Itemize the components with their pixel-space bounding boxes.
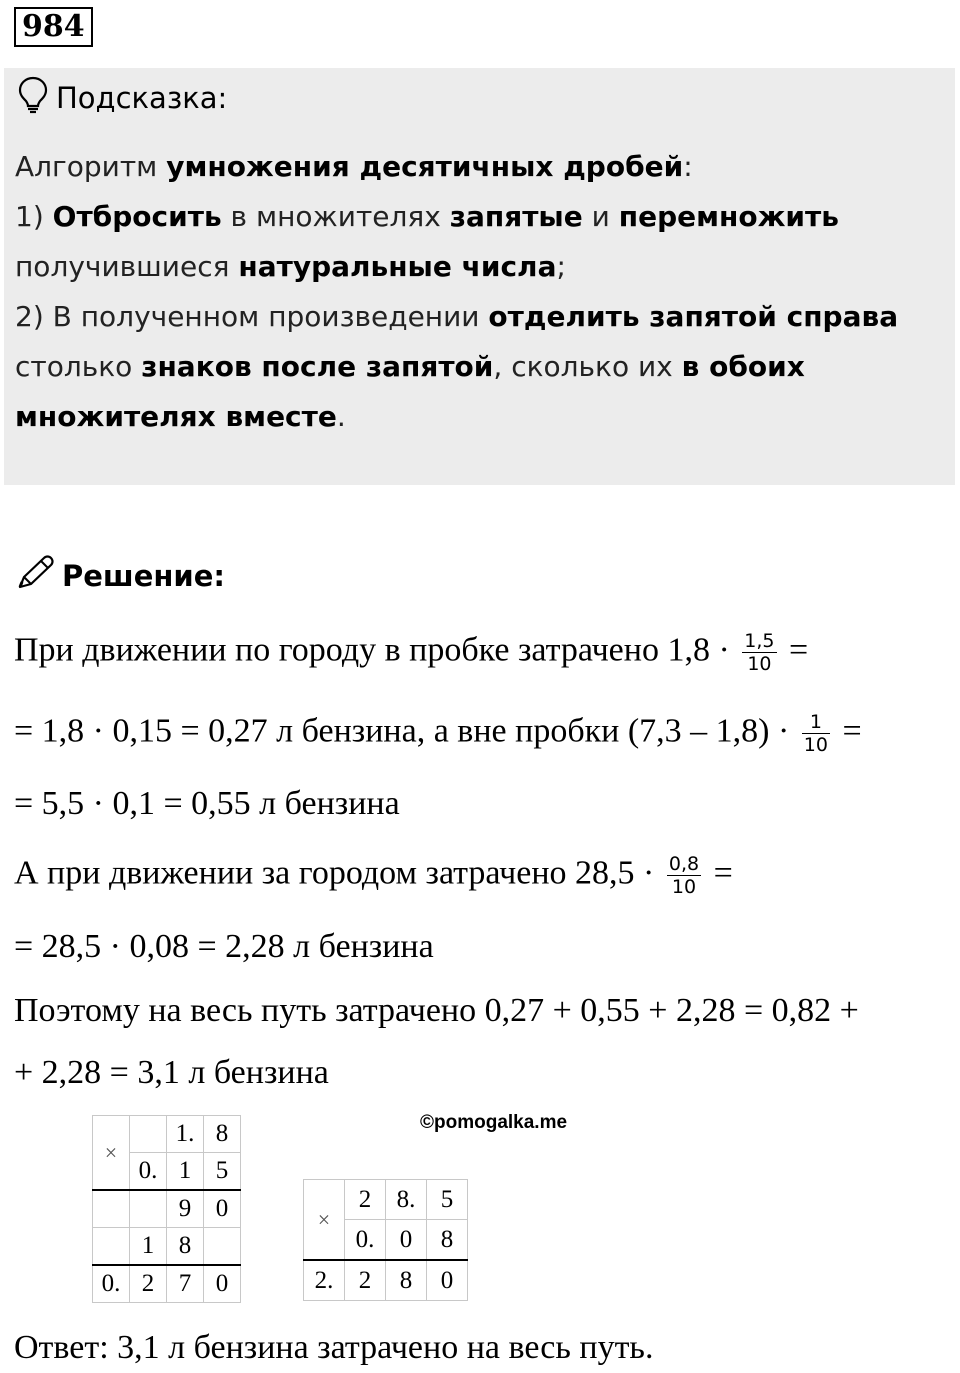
answer: Ответ: 3,1 л бензина затрачено на весь путь. xyxy=(14,1329,654,1366)
solution-line-5: = 28,5 · 0,08 = 2,28 л бензина xyxy=(14,928,434,965)
solution-line-4: А при движении за городом затрачено 28,5 · $\frac{0,8}{10}$ = xyxy=(14,853,733,898)
table-cell: 2. xyxy=(304,1260,345,1301)
solution-header xyxy=(16,552,225,600)
hint-box xyxy=(4,68,955,485)
table-cell: 0. xyxy=(130,1153,167,1191)
table-row xyxy=(93,1190,241,1228)
fraction: $\frac{0,8}{10}$ xyxy=(668,853,700,898)
table-cell: 1. xyxy=(167,1116,204,1153)
hint-line: 1) Отбросить в множителях запятые и перемножить xyxy=(15,200,839,233)
table-cell xyxy=(130,1116,167,1153)
hint-line: Алгоритм умножения десятичных дробей: xyxy=(15,150,693,183)
hint-title: Подсказка: xyxy=(56,81,228,115)
table-cell: 0 xyxy=(386,1220,427,1261)
table-cell: 0 xyxy=(204,1265,241,1303)
hint-line: столько знаков после запятой, сколько их в обоих xyxy=(15,350,805,383)
table-row xyxy=(93,1116,241,1153)
task-number: 984 xyxy=(14,7,93,47)
watermark: ©pomogalka.me xyxy=(420,1112,568,1133)
table-cell: 5 xyxy=(204,1153,241,1191)
table-cell: 8 xyxy=(386,1260,427,1301)
table-cell xyxy=(93,1228,130,1266)
fraction: $\frac{1}{10}$ xyxy=(803,711,828,756)
table-cell: 8 xyxy=(204,1116,241,1153)
table-cell: 5 xyxy=(427,1180,468,1220)
table-cell xyxy=(130,1190,167,1228)
table-row xyxy=(93,1228,241,1266)
hint-line: получившиеся натуральные числа; xyxy=(15,250,566,283)
table-row xyxy=(304,1260,468,1301)
pencil-icon xyxy=(16,555,56,598)
table-cell: 1 xyxy=(167,1153,204,1191)
table-cell: 7 xyxy=(167,1265,204,1303)
table-cell: 0 xyxy=(427,1260,468,1301)
table-cell: 9 xyxy=(167,1190,204,1228)
table-cell: 8 xyxy=(167,1228,204,1266)
table-cell: 1 xyxy=(130,1228,167,1266)
lightbulb-icon xyxy=(18,76,48,121)
table-cell xyxy=(204,1228,241,1266)
multiplication-table-2 xyxy=(303,1179,468,1301)
table-cell xyxy=(93,1190,130,1228)
table-row xyxy=(304,1180,468,1220)
table-cell: 2 xyxy=(130,1265,167,1303)
table-cell: 2 xyxy=(345,1260,386,1301)
table-cell: 8. xyxy=(386,1180,427,1220)
multiply-sign: × xyxy=(93,1116,130,1191)
table-cell: 8 xyxy=(427,1220,468,1261)
solution-line-6: Поэтому на весь путь затрачено 0,27 + 0,55 + 2,28 = 0,82 + xyxy=(14,992,859,1029)
solution-line-2: = 1,8 · 0,15 = 0,27 л бензина, а вне пробки (7,3 – 1,8) · $\frac{1}{10}$ = xyxy=(14,711,862,756)
hint-line: 2) В полученном произведении отделить запятой справа xyxy=(15,300,899,333)
table-cell: 2 xyxy=(345,1180,386,1220)
fraction: $\frac{1,5}{10}$ xyxy=(744,630,775,675)
solution-title: Решение: xyxy=(62,559,226,593)
table-cell: 0. xyxy=(345,1220,386,1261)
hint-header xyxy=(18,76,227,120)
solution-line-1: При движении по городу в пробке затрачено 1,8 · $\frac{1,5}{10}$ = xyxy=(14,630,809,675)
solution-line-3: = 5,5 · 0,1 = 0,55 л бензина xyxy=(14,785,400,822)
table-cell: 0. xyxy=(93,1265,130,1303)
solution-line-7: + 2,28 = 3,1 л бензина xyxy=(14,1054,329,1091)
multiply-sign: × xyxy=(304,1180,345,1261)
multiplication-table-1 xyxy=(92,1115,241,1303)
hint-text xyxy=(15,142,945,442)
table-row xyxy=(93,1265,241,1303)
table-cell: 0 xyxy=(204,1190,241,1228)
hint-line: множителях вместе. xyxy=(15,400,346,433)
